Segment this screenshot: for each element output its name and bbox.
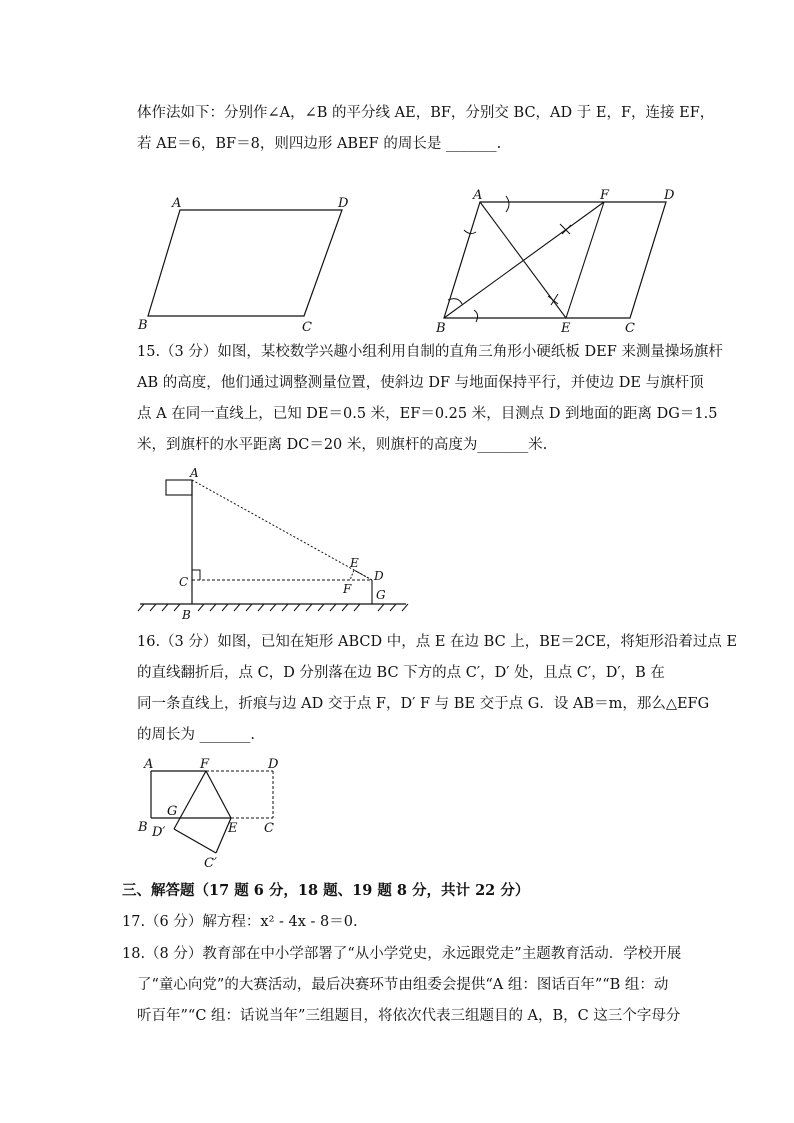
label-d: D	[374, 569, 384, 583]
q18-line1: 18.（8 分）教育部在中小学部署了“从小学党史，永远跟党走”主题教育活动．学校开展	[122, 946, 682, 962]
q15-line1: 15.（3 分）如图，某校数学兴趣小组利用自制的直角三角形小硬纸板 DEF 来测量操场旗杆	[137, 344, 723, 360]
q15-line2: AB 的高度，他们通过调整测量位置，使斜边 DF 与地面保持平行，并使边 DE 与旗杆顶	[137, 375, 704, 391]
label-e: E	[350, 556, 359, 570]
label-a: A	[473, 188, 483, 203]
label-c: C	[179, 575, 189, 589]
bisector-bf	[444, 202, 604, 318]
segment-d-prime-c-prime	[174, 829, 216, 853]
label-b: B	[182, 608, 191, 622]
label-a: A	[190, 466, 199, 480]
flag	[166, 480, 192, 495]
flagpole-figure	[136, 466, 412, 624]
q17-line1: 17.（6 分）解方程：x² - 4x - 8＝0.	[122, 914, 358, 930]
ground-hatching	[138, 604, 408, 611]
label-b: B	[138, 820, 148, 835]
label-d-prime: D′	[152, 825, 166, 840]
parallelogram-figure	[130, 188, 370, 336]
segment-ef	[566, 202, 604, 318]
arc-mark	[464, 230, 476, 234]
construction-figure	[430, 184, 690, 336]
label-g: G	[167, 804, 178, 819]
q16-line1: 16.（3 分）如图，已知在矩形 ABCD 中，点 E 在边 BC 上，BE＝2CE，将矩形沿着过点 E	[137, 634, 738, 650]
label-c-prime: C′	[204, 856, 217, 871]
arc-mark	[506, 196, 509, 212]
label-d: D	[268, 757, 279, 772]
q16-line3: 同一条直线上，折痕与边 AD 交于点 F，D′ F 与 BE 交于点 G．设 AB＝m，那么△EFG	[137, 696, 710, 712]
sight-line-ad	[192, 480, 372, 580]
label-a: A	[144, 757, 154, 772]
label-c: C	[264, 821, 274, 836]
q15-line4: 米，到旗杆的水平距离 DC＝20 米，则旗杆的高度为_______米.	[137, 437, 548, 453]
label-g: G	[376, 588, 386, 602]
q14-line2: 若 AE＝6，BF＝8，则四边形 ABEF 的周长是 _______.	[137, 136, 502, 152]
section-title: 三、解答题（17 题 6 分，18 题、19 题 8 分，共计 22 分）	[122, 882, 530, 899]
arc-mark	[474, 310, 478, 322]
q18-line3: 听百年”“C 组：话说当年”三组题目，将依次代表三组题目的 A，B，C 这三个字母分	[137, 1008, 681, 1024]
parallelogram-abcd	[148, 210, 342, 316]
q16-line2: 的直线翻折后，点 C，D 分别落在边 BC 下方的点 C′，D′ 处，且点 C′，D′，B 在	[137, 665, 665, 681]
q18-line2: 了“童心向党”的大赛活动，最后决赛环节由组委会提供“A 组：图话百年”“B 组：动	[137, 977, 669, 993]
segment-fd-prime	[174, 771, 206, 829]
triangle-def	[350, 570, 372, 580]
label-e: E	[228, 821, 238, 836]
label-d: D	[338, 196, 349, 211]
label-e: E	[561, 321, 571, 336]
label-c: C	[625, 321, 635, 336]
crease-fe	[206, 771, 231, 818]
arc-mark	[448, 299, 462, 304]
right-angle-mark	[192, 570, 200, 580]
label-d: D	[664, 188, 675, 203]
label-f: F	[343, 582, 352, 596]
q15-line3: 点 A 在同一直线上，已知 DE＝0.5 米，EF＝0.25 米，目测点 D 到地面的距离 DG＝1.5	[137, 406, 718, 422]
label-f: F	[600, 188, 610, 203]
label-b: B	[138, 318, 148, 333]
parallelogram-abcd-construction	[444, 202, 666, 318]
folded-rectangle-figure	[136, 752, 296, 872]
label-a: A	[172, 196, 182, 211]
q14-line1: 体作法如下：分别作∠A，∠B 的平分线 AE，BF，分别交 BC，AD 于 E，F，连接 EF，	[137, 105, 715, 121]
label-c: C	[302, 320, 312, 335]
label-b: B	[436, 321, 446, 336]
label-f: F	[200, 757, 210, 772]
q16-line4: 的周长为 _______.	[137, 727, 255, 743]
